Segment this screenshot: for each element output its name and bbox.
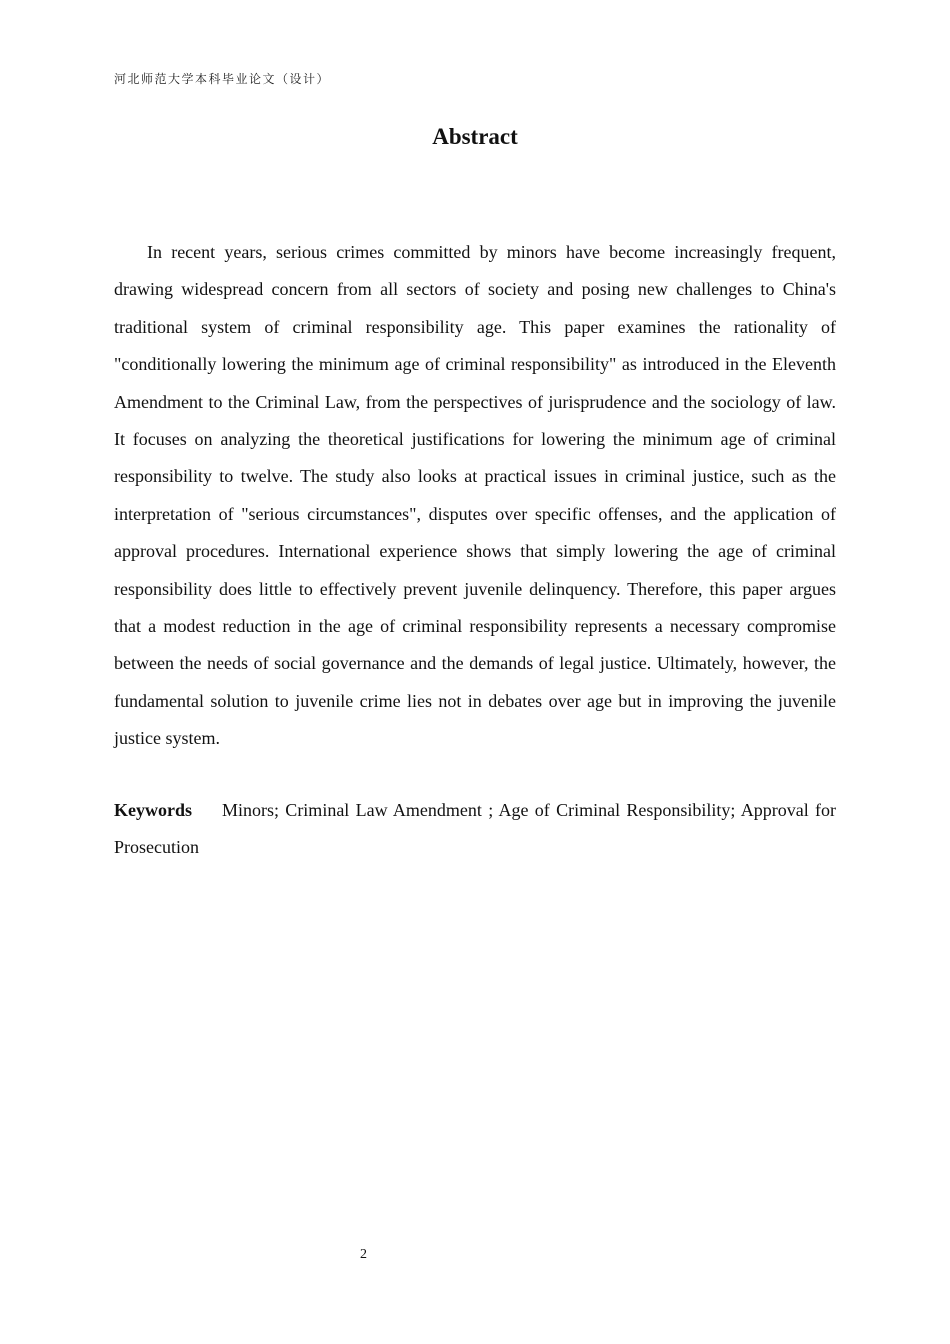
running-header: 河北师范大学本科毕业论文（设计） — [114, 72, 331, 86]
abstract-body: In recent years, serious crimes committed by minors have become increasingly frequent, drawing widespread concern from all sectors of society and posing new challenges to China's traditional system of criminal responsibility age. This paper examines the rationality of "conditionally lowering the minimum age of criminal responsibility" as introduced in the Eleventh Amendment to the Criminal Law, from the perspectives of jurisprudence and the sociology of law. It focuses on analyzing the theoretical justifications for lowering the minimum age of criminal responsibility to twelve. The study also looks at practical issues in criminal justice, such as the interpretation of "serious circumstances", disputes over specific offenses, and the application of approval procedures. International experience shows that simply lowering the age of criminal responsibility does little to effectively prevent juvenile delinquency. Therefore, this paper argues that a modest reduction in the age of criminal responsibility represents a necessary compromise between the needs of social governance and the demands of legal justice. Ultimately, however, the fundamental solution to juvenile crime lies not in debates over age but in improving the juvenile justice system. — [114, 242, 836, 749]
keywords-label: Keywords — [114, 800, 192, 820]
keywords-value: Minors; Criminal Law Amendment ; Age of Criminal Responsibility; Approval for Prosecution — [114, 800, 836, 858]
abstract-title: Abstract — [432, 124, 518, 149]
keywords-section — [114, 792, 836, 867]
page-number: 2 — [360, 1247, 367, 1262]
